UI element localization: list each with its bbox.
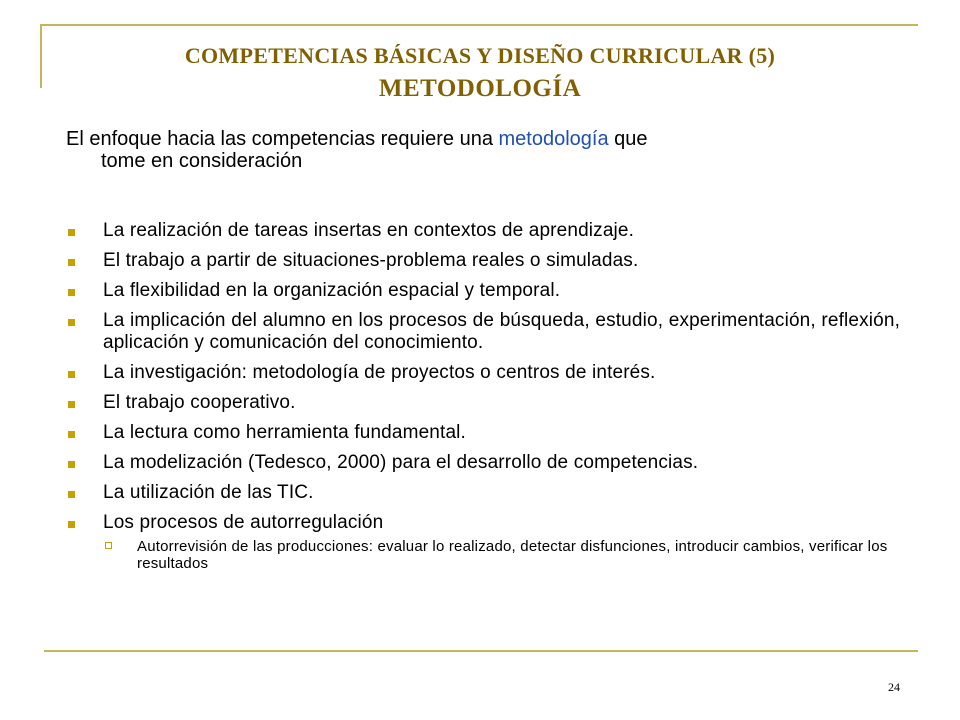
list-item-text: La realización de tareas insertas en contextos de aprendizaje.	[103, 220, 635, 241]
sub-list-item-text: Autorrevisión de las producciones: evaluar lo realizado, detectar disfunciones, introducir cambios, verificar los resultados	[137, 538, 888, 572]
list-item-text: El trabajo a partir de situaciones-problema reales o simuladas.	[103, 250, 639, 271]
square-bullet-icon	[68, 431, 75, 438]
list-item	[66, 392, 900, 414]
intro-text-before: El enfoque hacia las competencias requiere una	[66, 128, 499, 150]
intro-paragraph	[66, 128, 906, 172]
hollow-square-bullet-icon	[105, 542, 112, 549]
square-bullet-icon	[68, 491, 75, 498]
list-item-text: La utilización de las TIC.	[103, 482, 314, 503]
list-item	[66, 512, 900, 572]
list-item	[66, 310, 900, 354]
list-item-text: La modelización (Tedesco, 2000) para el desarrollo de competencias.	[103, 452, 699, 473]
frame-vertical-rule	[40, 24, 42, 88]
square-bullet-icon	[68, 401, 75, 408]
square-bullet-icon	[68, 229, 75, 236]
title-line-1: COMPETENCIAS BÁSICAS Y DISEÑO CURRICULAR (5)	[184, 43, 776, 68]
square-bullet-icon	[68, 259, 75, 266]
list-item-text: La investigación: metodología de proyectos o centros de interés.	[103, 362, 656, 383]
list-item-text: El trabajo cooperativo.	[103, 392, 296, 413]
square-bullet-icon	[68, 461, 75, 468]
intro-text-after: que	[608, 128, 648, 150]
square-bullet-icon	[68, 521, 75, 528]
list-item-text: La lectura como herramienta fundamental.	[103, 422, 466, 443]
sub-list-item	[103, 538, 900, 572]
intro-highlight: metodología	[498, 128, 609, 150]
square-bullet-icon	[68, 319, 75, 326]
bullet-list	[66, 220, 900, 580]
page-number: 24	[888, 680, 900, 694]
title-line-2: METODOLOGÍA	[378, 75, 582, 102]
list-item	[66, 452, 900, 474]
list-item	[66, 362, 900, 384]
square-bullet-icon	[68, 289, 75, 296]
list-item-text: La flexibilidad en la organización espacial y temporal.	[103, 280, 561, 301]
list-item	[66, 280, 900, 302]
slide-title	[60, 40, 900, 106]
list-item-text: Los procesos de autorregulación	[103, 512, 384, 533]
list-item	[66, 422, 900, 444]
frame-top-rule	[40, 24, 918, 26]
list-item	[66, 482, 900, 504]
intro-continuation: tome en consideración	[101, 150, 303, 172]
footer-rule	[44, 650, 918, 652]
list-item	[66, 220, 900, 242]
square-bullet-icon	[68, 371, 75, 378]
list-item-text: La implicación del alumno en los procesos de búsqueda, estudio, experimentación, reflexión, aplicación y comunicación del conocimiento.	[103, 310, 900, 353]
list-item	[66, 250, 900, 272]
